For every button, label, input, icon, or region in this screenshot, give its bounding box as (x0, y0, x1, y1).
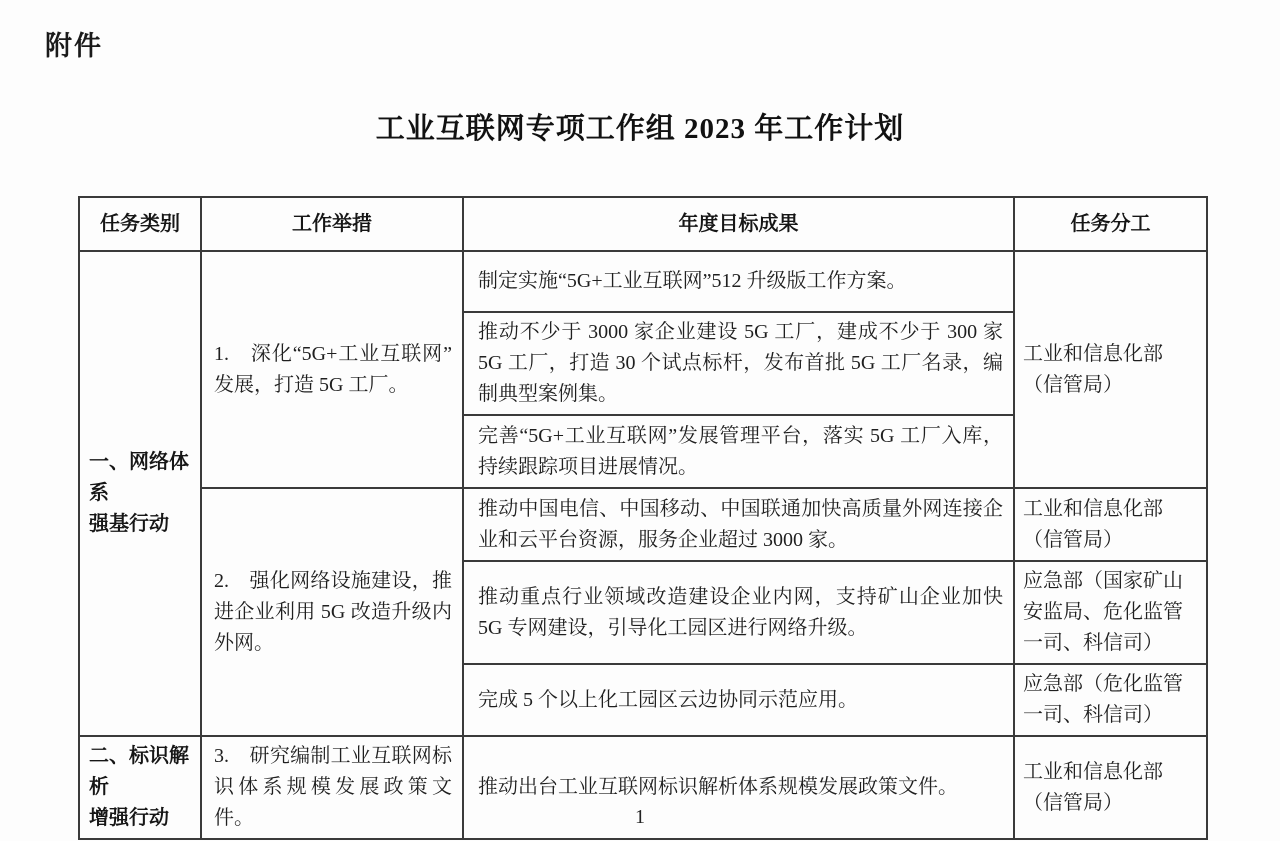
category-cell-network-system (79, 251, 201, 736)
measure-cell-3: 3. 研究编制工业互联网标识体系规模发展政策文件。 (201, 736, 463, 839)
category-line-1: 一、网络体系 (89, 451, 189, 504)
result-cell-6: 完成 5 个以上化工园区云边协同示范应用。 (463, 664, 1014, 736)
result-cell-4: 推动中国电信、中国移动、中国联通加快高质量外网连接企业和云平台资源，服务企业超过 3000 家。 (463, 488, 1014, 561)
result-cell-2: 推动不少于 3000 家企业建设 5G 工厂，建成不少于 300 家 5G 工厂，打造 30 个试点标杆，发布首批 5G 工厂名录，编制典型案例集。 (463, 312, 1014, 415)
result-cell-7: 推动出台工业互联网标识解析体系规模发展政策文件。 (463, 736, 1014, 839)
category-line-2: 强基行动 (89, 513, 169, 535)
table-row (79, 251, 1207, 312)
document-title: 工业互联网专项工作组 2023 年工作计划 (375, 113, 905, 145)
measure-cell-1: 1. 深化“5G+工业互联网”发展，打造 5G 工厂。 (201, 251, 463, 488)
header-task-division: 任务分工 (1014, 197, 1207, 251)
category-line-1: 二、标识解析 (89, 745, 189, 798)
attachment-label: 附件 (45, 31, 103, 61)
table-header-row (79, 197, 1207, 251)
result-cell-3: 完善“5G+工业互联网”发展管理平台，落实 5G 工厂入库，持续跟踪项目进展情况。 (463, 415, 1014, 488)
category-line-2: 增强行动 (89, 807, 169, 829)
division-cell-row-6: 应急部（危化监管一司、科信司） (1014, 664, 1207, 736)
result-cell-5: 推动重点行业领域改造建设企业内网，支持矿山企业加快 5G 专网建设，引导化工园区进行网络升级。 (463, 561, 1014, 664)
table-row (79, 488, 1207, 561)
division-cell-rows-1-3: 工业和信息化部（信管局） (1014, 251, 1207, 488)
header-annual-targets: 年度目标成果 (463, 197, 1014, 251)
work-plan-table (78, 196, 1208, 840)
division-cell-row-4: 工业和信息化部（信管局） (1014, 488, 1207, 561)
measure-cell-2: 2. 强化网络设施建设，推进企业利用 5G 改造升级内外网。 (201, 488, 463, 736)
page-number: 1 (635, 806, 645, 828)
division-cell-row-5: 应急部（国家矿山安监局、危化监管一司、科信司） (1014, 561, 1207, 664)
division-cell-row-7: 工业和信息化部（信管局） (1014, 736, 1207, 839)
header-work-measures: 工作举措 (201, 197, 463, 251)
result-cell-1: 制定实施“5G+工业互联网”512 升级版工作方案。 (463, 251, 1014, 312)
header-task-category: 任务类别 (79, 197, 201, 251)
